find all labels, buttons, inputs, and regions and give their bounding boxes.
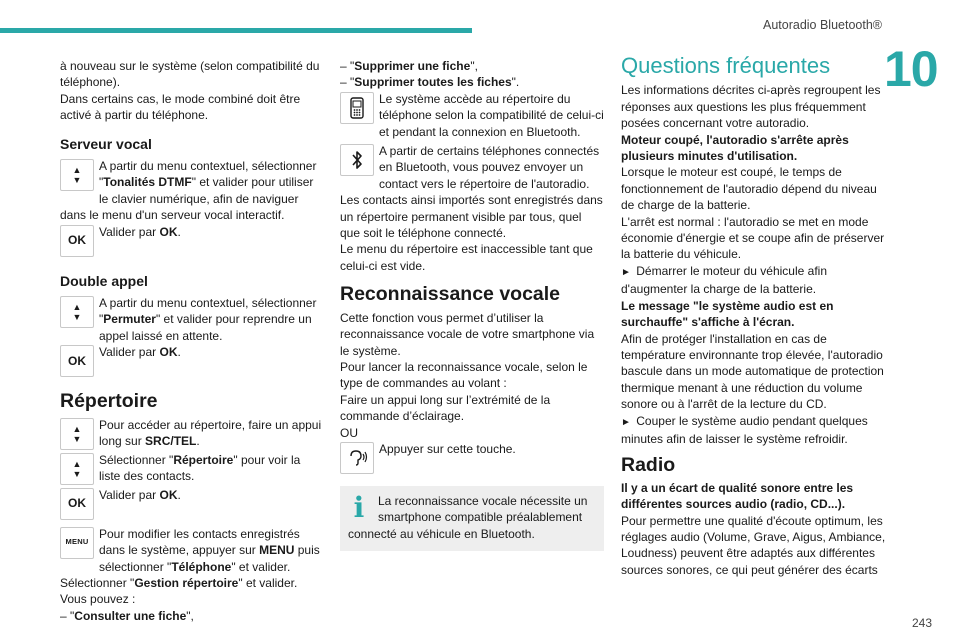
rep-step-1: ▲ ▼ Pour accéder au répertoire, faire un appui long sur SRC/TEL. xyxy=(60,417,322,450)
ok-button-icon: OK xyxy=(60,345,94,377)
list-item: – "Supprimer une fiche", xyxy=(340,59,478,73)
intro-line-2: Dans certains cas, le mode combiné doit être activé à partir du téléphone. xyxy=(60,91,301,123)
voice-or: OU xyxy=(340,425,358,440)
column-1 xyxy=(60,58,322,624)
bluetooth-icon xyxy=(340,144,374,176)
list-item: – "Supprimer toutes les fiches". xyxy=(340,75,520,90)
chapter-number: 10 xyxy=(884,41,938,97)
intro-line-1: à nouveau sur le système (selon compatibilité du téléphone). xyxy=(60,59,320,90)
rep-step-4: MENU Pour modifier les contacts enregistrés dans le système, appuyer sur MENU puis sélectionner "Téléphone" et valider. xyxy=(60,526,322,575)
voice-key-step: Appuyer sur cette touche. xyxy=(340,441,604,457)
ok-button-icon: OK xyxy=(60,225,94,257)
faq-answer-1b: L'arrêt est normal : l'autoradio se met en mode économie d'énergie et se coupe afin de préserver la batterie du véhicule. xyxy=(621,214,885,262)
serveur-step-2: OK Valider par OK. xyxy=(60,224,322,240)
heading-questions-frequentes: Questions fréquentes xyxy=(621,53,831,78)
info-icon: i xyxy=(353,490,365,524)
rep-step-6: Vous pouvez : xyxy=(60,592,136,607)
column-3 xyxy=(621,53,886,578)
voice-command-icon xyxy=(340,442,374,474)
bluetooth-note: A partir de certains téléphones connectés en Bluetooth, vous pouvez envoyer un contact vers le répertoire de l'autoradio. xyxy=(340,143,604,192)
arrow-right-icon: ► xyxy=(621,266,631,278)
faq-answer-1a: Lorsque le moteur est coupé, le temps de fonctionnement de l'autoradio dépend du niveau de charge de la batterie. xyxy=(621,165,877,213)
voice-paragraph-2: Pour lancer la reconnaissance vocale, selon le type de commandes au volant : xyxy=(340,359,588,391)
heading-reconnaissance-vocale: Reconnaissance vocale xyxy=(340,283,561,306)
phone-note: Le système accède au répertoire du téléphone selon la compatibilité de celui-ci et pendant la connexion en Bluetooth. xyxy=(340,91,604,140)
info-text: La reconnaissance vocale nécessite un smartphone compatible préalablement connecté au véhicule en Bluetooth. xyxy=(348,493,588,541)
rep-step-7: – "Consulter une fiche", xyxy=(60,608,194,623)
heading-radio: Radio xyxy=(621,454,676,477)
serveur-step-1: ▲ ▼ A partir du menu contextuel, sélectionner "Tonalités DTMF" et valider pour utiliser le clavier numérique, afin de naviguer dans le menu d'un serveur vocal interactif. xyxy=(60,159,317,223)
faq-answer-3a: Pour permettre une qualité d'écoute optimum, les réglages audio (Volume, Grave, Aigus, Ambiance, Loudness) peuvent être adaptés aux différentes sources sonores, ce qui peut générer des écarts xyxy=(621,513,886,577)
faq-question-1: Moteur coupé, l'autoradio s'arrête après plusieurs minutes d'utilisation. xyxy=(621,132,849,164)
contacts-paragraph: Les contacts ainsi importés sont enregistrés dans un répertoire permanent visible par tous, quel que soit le téléphone connecté. xyxy=(340,193,603,241)
faq-intro: Les informations décrites ci-après regroupent les réponses aux questions les plus fréquemment posées concernant votre autoradio. xyxy=(621,83,881,131)
up-down-arrows-icon: ▲ ▼ xyxy=(60,453,94,485)
header-accent-bar xyxy=(0,28,472,33)
faq-answer-2b: ► Couper le système audio pendant quelques minutes afin de laisser le système refroidir. xyxy=(621,413,868,446)
rep-step-5: Sélectionner "Gestion répertoire" et valider. xyxy=(60,575,298,590)
faq-answer-2a: Afin de protéger l'installation en cas de température environnante trop élevée, l'autoradio bascule dans un mode automatique de protection thermique menant à une réduction du volume sonore ou à l'arrêt de la lecture du CD. xyxy=(621,331,884,412)
up-down-arrows-icon: ▲ ▼ xyxy=(60,296,94,328)
faq-question-2: Le message "le système audio est en surchauffe" s'affiche à l'écran. xyxy=(621,298,834,330)
arrow-right-icon: ► xyxy=(621,416,631,428)
info-box xyxy=(340,486,604,551)
section-title: Autoradio Bluetooth® xyxy=(762,18,882,32)
page-number: 243 xyxy=(912,616,933,630)
phone-icon xyxy=(340,92,374,124)
heading-double-appel: Double appel xyxy=(60,272,148,289)
double-step-1: ▲ ▼ A partir du menu contextuel, sélectionner "Permuter" et valider pour reprendre un appel laissé en attente. xyxy=(60,295,322,344)
empty-directory-paragraph: Le menu du répertoire est inaccessible tant que celui-ci est vide. xyxy=(340,242,593,273)
voice-paragraph-3: Faire un appui long sur l’extrémité de la commande d’éclairage. xyxy=(340,392,551,424)
heading-serveur-vocal: Serveur vocal xyxy=(60,135,152,152)
faq-question-3: Il y a un écart de qualité sonore entre les différentes sources audio (radio, CD...). xyxy=(621,480,854,512)
double-step-2: OK Valider par OK. xyxy=(60,344,322,360)
column-2 xyxy=(340,58,604,551)
rep-step-2: ▲ ▼ Sélectionner "Répertoire" pour voir la liste des contacts. xyxy=(60,452,322,485)
voice-paragraph-1: Cette fonction vous permet d’utiliser la reconnaissance vocale de votre smartphone via le système. xyxy=(340,310,595,358)
menu-button-icon: MENU xyxy=(60,527,94,559)
ok-button-icon: OK xyxy=(60,488,94,520)
faq-answer-1c: ► Démarrer le moteur du véhicule afin d'augmenter la charge de la batterie. xyxy=(621,263,828,297)
up-down-arrows-icon: ▲ ▼ xyxy=(60,159,94,191)
heading-repertoire: Répertoire xyxy=(60,390,158,413)
rep-step-3: OK Valider par OK. xyxy=(60,487,322,503)
up-down-arrows-icon: ▲ ▼ xyxy=(60,418,94,450)
